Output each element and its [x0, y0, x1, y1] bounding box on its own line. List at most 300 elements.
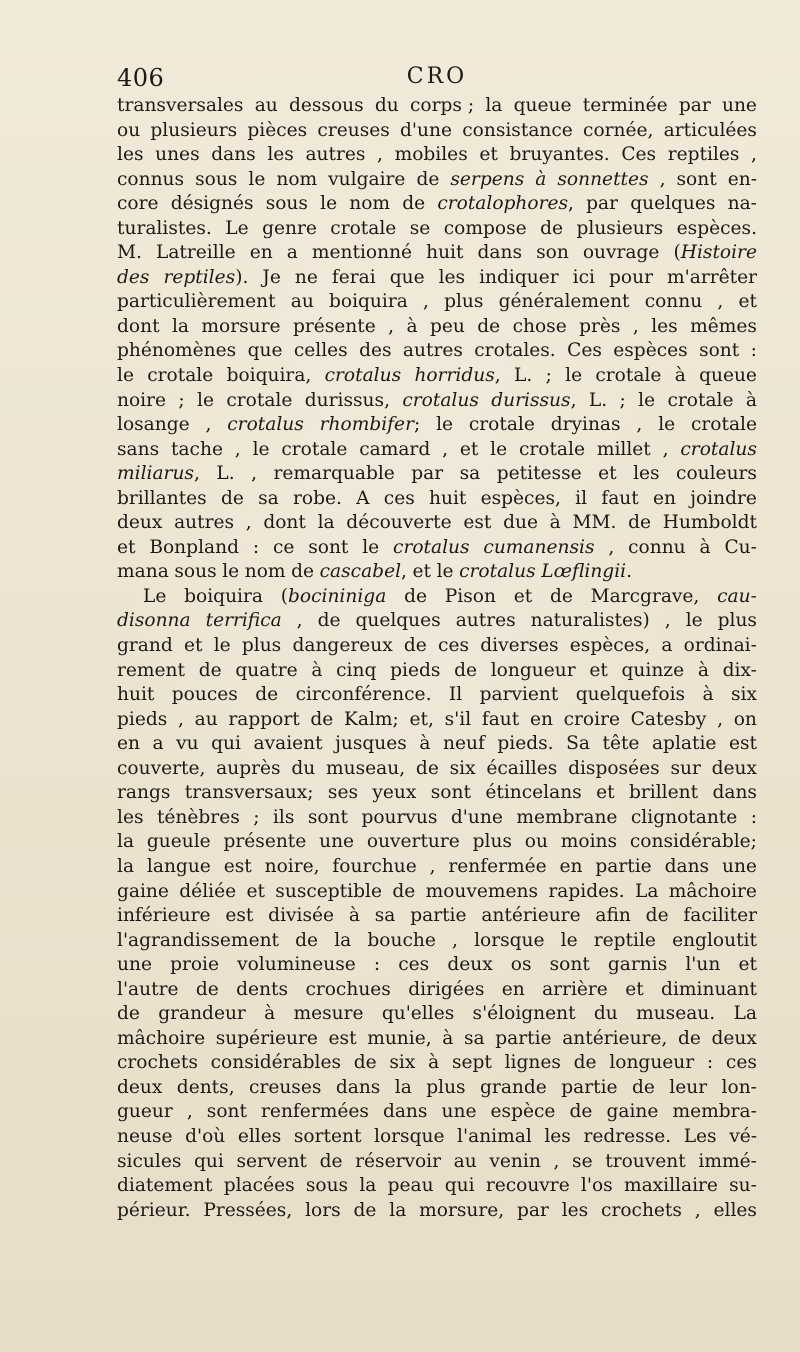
word: les — [117, 144, 144, 166]
text-line — [117, 438, 757, 463]
text-line — [117, 781, 757, 806]
word: la — [394, 1076, 412, 1098]
word: ; — [178, 389, 185, 411]
word: deux — [711, 1027, 757, 1049]
word: engloutit — [672, 929, 757, 951]
word: museau. — [636, 1003, 716, 1025]
word: dont — [117, 315, 160, 337]
word: de — [310, 708, 334, 730]
word: gaine — [117, 880, 169, 902]
word: : — [750, 806, 757, 828]
word: queue — [699, 365, 757, 387]
word: et — [513, 585, 533, 607]
word: terrifica — [205, 610, 282, 632]
word: ou — [117, 119, 141, 141]
word: que — [247, 340, 283, 362]
word: de — [403, 635, 427, 657]
word: l'os — [580, 1175, 613, 1197]
word: dix- — [722, 659, 757, 681]
word: sonnettes — [557, 168, 649, 190]
word: et — [183, 635, 203, 657]
word: connus — [117, 168, 185, 190]
word: qui — [211, 733, 241, 755]
word: : — [252, 536, 260, 558]
word: dents — [236, 978, 289, 1000]
word: a — [152, 733, 164, 755]
word: la — [359, 1175, 377, 1197]
word: par — [678, 95, 711, 116]
word: , — [178, 708, 184, 730]
word: , — [664, 610, 671, 632]
text-line — [117, 1100, 757, 1125]
word: à — [702, 684, 714, 706]
text-line — [117, 94, 757, 119]
word: à — [442, 1027, 454, 1049]
text-line — [117, 708, 757, 733]
word: , — [659, 168, 666, 190]
word: grande — [480, 1076, 547, 1098]
word: crochues — [305, 978, 391, 1000]
word: à — [535, 168, 547, 190]
word: Catesby — [630, 708, 707, 730]
word: lors — [305, 1199, 341, 1221]
word: et — [246, 880, 265, 902]
text-line — [117, 659, 757, 684]
word: déliée — [179, 880, 237, 902]
word: dangereux — [292, 635, 393, 657]
word: le — [117, 365, 134, 387]
word: qui — [444, 1175, 475, 1197]
word: faut — [481, 708, 520, 730]
word: peu — [429, 315, 465, 337]
text-line — [117, 634, 757, 659]
word: disposées — [568, 757, 660, 779]
word: la — [117, 831, 135, 853]
word: crotale — [468, 414, 535, 436]
word: d'une — [400, 119, 452, 141]
word: supérieure — [215, 1027, 318, 1049]
word: de — [404, 585, 427, 607]
text-line — [117, 462, 757, 487]
text-line — [117, 904, 757, 929]
text-line — [117, 511, 757, 536]
word: les — [633, 463, 660, 485]
word: rhombifer; — [319, 414, 421, 436]
text-line — [117, 192, 757, 217]
word: autres — [455, 610, 516, 632]
word: du — [291, 757, 316, 779]
word: à — [419, 733, 431, 755]
word: corps ; — [410, 95, 475, 116]
text-line — [117, 290, 757, 315]
word: brillent — [628, 782, 699, 804]
word: faut — [601, 487, 639, 509]
word: plus — [717, 610, 757, 632]
word: crotalophores, — [437, 193, 574, 215]
text-line — [117, 413, 757, 438]
word: de — [353, 1052, 377, 1074]
word: , — [251, 463, 258, 485]
word: crotale — [330, 217, 397, 239]
word: dans — [382, 1101, 428, 1123]
word: , — [442, 438, 448, 460]
word: miliarus, — [117, 463, 200, 485]
text-line — [117, 1150, 757, 1175]
word: se — [409, 217, 431, 239]
word: venin — [489, 1150, 541, 1172]
word: durissus, — [491, 389, 577, 411]
word: sont — [206, 1101, 247, 1123]
word: , — [234, 438, 241, 460]
word: a — [286, 242, 298, 264]
word: ici — [572, 266, 595, 288]
word: Je — [262, 266, 281, 288]
word: crochets — [117, 1052, 198, 1074]
word: et — [117, 536, 136, 558]
word: ils — [272, 806, 295, 828]
word: crotalus — [402, 389, 479, 411]
word: deux — [447, 954, 493, 976]
word: de — [353, 1199, 377, 1221]
word: su- — [729, 1175, 757, 1197]
word: six — [449, 757, 476, 779]
word: neuse — [117, 1125, 173, 1147]
word: , — [296, 610, 303, 632]
word: , — [751, 144, 757, 166]
text-line — [117, 143, 757, 168]
word: crotalus — [324, 365, 402, 387]
word: renfermée — [448, 855, 547, 877]
word: et — [459, 438, 479, 460]
word: crotale — [518, 438, 585, 460]
word: le — [197, 389, 214, 411]
word: couverte, — [117, 757, 206, 779]
word: plus — [426, 1076, 466, 1098]
text-line — [117, 315, 757, 340]
word: due — [503, 512, 538, 534]
text-line — [117, 1076, 757, 1101]
text-line — [117, 1027, 757, 1052]
word: a — [661, 635, 673, 657]
word: autres — [402, 340, 463, 362]
word: diverses — [480, 635, 559, 657]
text-line — [117, 217, 757, 242]
word: une — [721, 855, 757, 877]
word: de — [628, 512, 652, 534]
word: six — [389, 1052, 416, 1074]
word: La — [634, 880, 659, 902]
word: ouvrage — [582, 242, 660, 264]
word: le — [560, 929, 578, 951]
word: Ces — [621, 144, 657, 166]
word: en — [117, 733, 140, 755]
word: espèces. — [676, 217, 757, 239]
word: renfermées — [261, 1101, 369, 1123]
word: le — [436, 414, 454, 436]
word: considérable; — [629, 831, 757, 853]
word: Ces — [567, 340, 602, 362]
word: , — [205, 414, 212, 436]
word: deux — [117, 512, 163, 534]
word: le — [362, 536, 380, 558]
word: indiquer — [479, 266, 559, 288]
text-line — [117, 880, 757, 905]
word: sa — [459, 463, 481, 485]
word: Pressées, — [203, 1199, 293, 1221]
word: ; — [253, 806, 260, 828]
word: de — [319, 1150, 343, 1172]
word: mêmes — [690, 315, 757, 337]
word: mâchoire — [668, 880, 757, 902]
word: l'un — [685, 954, 721, 976]
word: de — [220, 487, 244, 509]
word: sous — [195, 168, 238, 190]
word: crotalus — [459, 561, 536, 583]
word: dans — [211, 144, 256, 166]
word: réservoir — [355, 1150, 442, 1172]
word: est — [728, 733, 757, 755]
word: sa — [374, 905, 396, 927]
word: cumanensis — [483, 536, 595, 558]
word: Le — [143, 585, 167, 607]
word: une — [441, 1101, 477, 1123]
word: et — [738, 291, 757, 313]
word: sicules — [117, 1150, 182, 1172]
word: articulées — [663, 119, 757, 141]
word: en — [249, 242, 273, 264]
word: , — [717, 708, 724, 730]
word: pieds — [117, 708, 168, 730]
word: brillantes — [117, 487, 207, 509]
word: sont — [676, 168, 717, 190]
word: l'animal — [457, 1125, 532, 1147]
word: , — [452, 929, 458, 951]
word: leur — [669, 1076, 708, 1098]
word: les — [117, 806, 144, 828]
word: fourchue — [332, 855, 417, 877]
text-line — [117, 560, 757, 585]
word: la — [317, 512, 335, 534]
word: ténèbres — [156, 806, 240, 828]
word: circonférence. — [295, 684, 432, 706]
word: : — [750, 340, 757, 362]
word: morsure, — [419, 1199, 505, 1221]
word: lorsque — [474, 929, 545, 951]
word: par — [586, 193, 619, 215]
word: nom — [276, 168, 318, 190]
word: ce — [272, 536, 295, 558]
word: Pison — [444, 585, 496, 607]
word: Cu- — [724, 536, 757, 558]
word: s'il — [444, 708, 472, 730]
word: ; — [619, 389, 626, 411]
word: vulgaire — [328, 168, 406, 190]
text-line — [117, 1125, 757, 1150]
word: ne — [294, 266, 318, 288]
word: présente — [223, 831, 307, 853]
word: crotales. — [474, 340, 556, 362]
word: membrane — [516, 806, 618, 828]
word: que — [389, 266, 425, 288]
word: cinq — [336, 659, 377, 681]
word: clignotante — [630, 806, 738, 828]
word: divisée — [268, 905, 335, 927]
word: , — [422, 291, 429, 313]
word: L. — [216, 463, 235, 485]
word: de — [255, 684, 279, 706]
word: disonna — [117, 610, 191, 632]
word: ses — [327, 782, 358, 804]
word: cornée, — [583, 119, 654, 141]
word: en — [501, 978, 525, 1000]
word: de — [392, 880, 416, 902]
word: le — [490, 438, 508, 460]
word: reptiles — [667, 144, 740, 166]
word: mouvemens — [425, 880, 539, 902]
word: dirigées — [408, 978, 485, 1000]
word: naturalistes) — [530, 610, 650, 632]
text-line — [117, 487, 757, 512]
word: de — [416, 168, 440, 190]
word: de — [402, 193, 426, 215]
word: dryinas — [550, 414, 621, 436]
word: le — [436, 561, 454, 583]
word: les — [267, 144, 294, 166]
word: espèces, — [480, 487, 561, 509]
word: jusques — [335, 733, 407, 755]
word: garnis — [607, 954, 668, 976]
word: deux — [711, 757, 757, 779]
word: servent — [236, 1150, 307, 1172]
word: plus — [241, 635, 282, 657]
word: celles — [293, 340, 348, 362]
word: l'autre — [117, 978, 179, 1000]
word: Kalm; — [344, 708, 399, 730]
word: et — [412, 561, 432, 583]
word: le — [638, 389, 656, 411]
text-line — [117, 683, 757, 708]
word: et, — [409, 708, 434, 730]
word: mana — [117, 561, 169, 583]
word: morsure — [201, 315, 281, 337]
word: Il — [448, 684, 463, 706]
word: crotale — [667, 389, 734, 411]
word: , — [388, 315, 395, 337]
text-line — [117, 1051, 757, 1076]
word: antérieure — [481, 905, 581, 927]
word: dont — [263, 512, 306, 534]
word: core — [117, 193, 159, 215]
word: , — [377, 144, 383, 166]
word: quatre — [235, 659, 298, 681]
word: de — [117, 1003, 140, 1025]
word: du — [374, 95, 399, 116]
word: ; — [545, 365, 552, 387]
word: ces — [438, 635, 470, 657]
word: lorsque — [374, 1125, 445, 1147]
word: , — [429, 855, 436, 877]
word: rement — [117, 659, 185, 681]
word: na- — [727, 193, 757, 215]
word: au — [453, 1150, 477, 1172]
word: au — [194, 708, 218, 730]
word: est — [328, 1027, 357, 1049]
word: la — [334, 929, 352, 951]
word: à — [697, 659, 709, 681]
word: sans — [117, 438, 160, 460]
word: de — [295, 929, 319, 951]
word: M. — [117, 242, 142, 264]
word: de — [573, 1052, 597, 1074]
running-head: CRO — [406, 64, 468, 89]
word: nom — [349, 193, 391, 215]
word: peau — [387, 1175, 434, 1197]
word: s'éloignent — [472, 1003, 576, 1025]
word: boiquira — [328, 291, 408, 313]
word: une — [319, 831, 355, 853]
word: rangs — [117, 782, 171, 804]
word: gueur — [117, 1101, 173, 1123]
word: à — [549, 512, 561, 534]
word: est — [463, 512, 492, 534]
word: on — [733, 708, 757, 730]
word: afin — [595, 905, 631, 927]
word: de — [569, 1101, 593, 1123]
word: à — [311, 659, 323, 681]
word: sont — [699, 340, 740, 362]
word: neuf — [443, 733, 485, 755]
word: à — [406, 315, 418, 337]
word: à — [745, 389, 757, 411]
word: et — [596, 782, 615, 804]
word: , — [662, 438, 669, 460]
word: chose — [512, 315, 567, 337]
word: gueule — [146, 831, 211, 853]
word: , — [553, 1150, 560, 1172]
word: de — [549, 585, 573, 607]
word: longueur — [490, 659, 576, 681]
word: unes — [155, 144, 200, 166]
word: de — [291, 561, 315, 583]
word: de — [317, 610, 341, 632]
word: et — [589, 659, 608, 681]
word: une — [721, 95, 757, 116]
word: elles — [237, 1125, 282, 1147]
word: MM. — [572, 512, 617, 534]
word: terminée — [582, 95, 668, 116]
word: munie, — [367, 1027, 432, 1049]
word: d'où — [185, 1125, 226, 1147]
word: ces — [725, 1052, 757, 1074]
word: dents, — [176, 1076, 235, 1098]
word: des — [117, 266, 150, 288]
word: immé- — [698, 1150, 757, 1172]
word: auprès — [216, 757, 281, 779]
word: camard — [359, 438, 431, 460]
word: en — [652, 487, 676, 509]
word: , — [245, 512, 252, 534]
word: au — [290, 291, 314, 313]
word: ouverture — [366, 831, 460, 853]
word: à — [264, 1003, 276, 1025]
word: dans — [477, 242, 523, 264]
word: étincelans — [485, 782, 582, 804]
word: il — [575, 487, 588, 509]
word: lon- — [721, 1076, 757, 1098]
word: considérables — [210, 1052, 341, 1074]
word: antérieure, — [562, 1027, 668, 1049]
word: la — [117, 855, 135, 877]
